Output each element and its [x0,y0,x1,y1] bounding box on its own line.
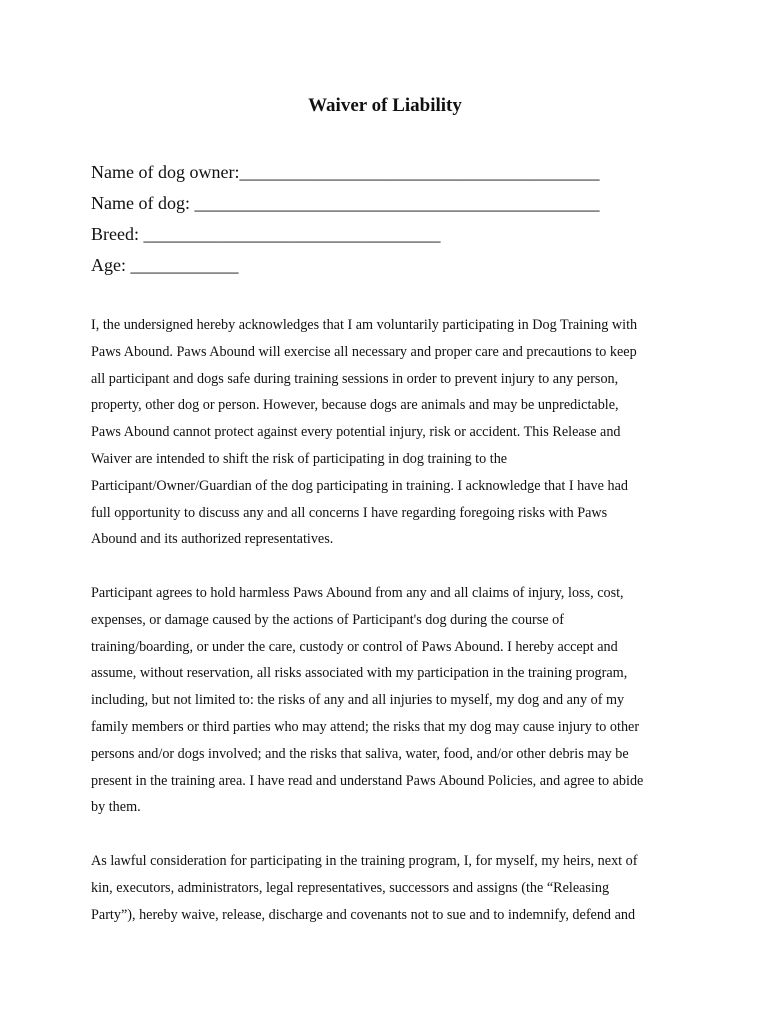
text-line: family members or third parties who may attend; the risks that my dog may cause injury to other [91,718,640,735]
owner-info-fields [91,157,711,281]
dog-name-field: Name of dog: _____________________________________________ [91,193,600,213]
text-line: property, other dog or person. However, because dogs are animals and may be unpredictable, [91,397,619,414]
text-line: present in the training area. I have read and understand Paws Abound Policies, and agree to abide [91,772,644,789]
text-line: including, but not limited to: the risks of any and all injuries to myself, my dog and any of my [91,692,625,709]
dog-owner-name-field: Name of dog owner:________________________________________ [91,162,600,182]
text-line: training/boarding, or under the care, custody or control of Paws Abound. I hereby accept and [91,638,618,655]
text-line: expenses, or damage caused by the actions of Participant's dog during the course of [91,611,564,628]
text-line: Party”), hereby waive, release, discharge and covenants not to sue and to indemnify, defend and [91,906,636,923]
text-line: Paws Abound. Paws Abound will exercise all necessary and proper care and precautions to keep [91,343,637,360]
text-line: persons and/or dogs involved; and the risks that saliva, water, food, and/or other debris may be [91,745,629,762]
document-title: Waiver of Liability [308,95,462,116]
age-field: Age: ____________ [91,255,239,275]
waiver-body [91,312,691,955]
acknowledgement-paragraph [91,312,691,553]
text-line: all participant and dogs safe during training sessions in order to prevent injury to any person, [91,370,619,387]
text-line: I, the undersigned hereby acknowledges that I am voluntarily participating in Dog Training with [91,317,638,333]
text-line: Paws Abound cannot protect against every potential injury, risk or accident. This Release and [91,424,621,441]
text-line: full opportunity to discuss any and all concerns I have regarding foregoing risks with Paws [91,504,608,521]
text-line: As lawful consideration for participating in the training program, I, for myself, my heirs, next of [91,852,638,869]
consideration-paragraph [91,848,691,928]
text-line: by them. [91,799,141,816]
text-line: assume, without reservation, all risks associated with my participation in the training program, [91,665,628,682]
hold-harmless-paragraph [91,580,691,821]
text-line: Waiver are intended to shift the risk of participating in dog training to the [91,450,508,467]
text-line: Abound and its authorized representatives. [91,531,334,548]
text-line: Participant agrees to hold harmless Paws Abound from any and all claims of injury, loss, cost, [91,584,624,601]
text-line: Participant/Owner/Guardian of the dog participating in training. I acknowledge that I have had [91,477,628,494]
breed-field: Breed: _________________________________ [91,224,441,244]
text-line: kin, executors, administrators, legal representatives, successors and assigns (the “Releasing [91,879,610,896]
